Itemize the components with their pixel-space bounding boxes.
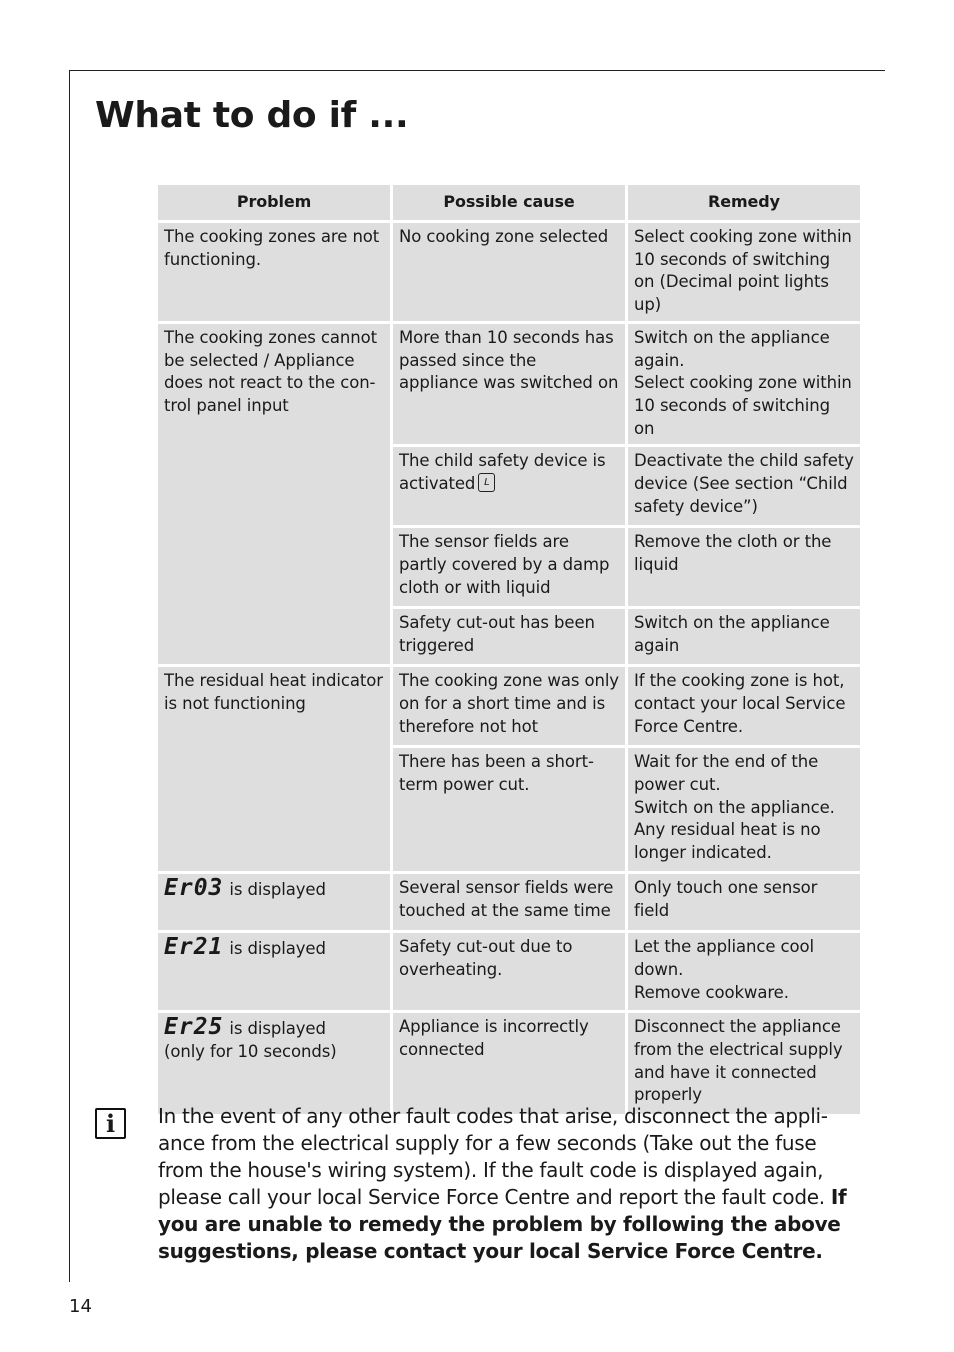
table-header-row [158, 185, 860, 220]
table-row [158, 874, 860, 930]
problem-cell: The cooking zones are not functioning. [158, 223, 390, 321]
info-note [158, 1103, 858, 1265]
page-frame-top-rule [69, 70, 885, 71]
page-number: 14 [69, 1296, 92, 1317]
remedy-cell: Remove the cloth or the liquid [628, 528, 860, 606]
page-frame-left-rule [69, 70, 70, 1282]
info-note-bold-text: If you are unable to remedy the problem by following the above suggestions, please contact your local Service Force Centre. [158, 1185, 847, 1263]
remedy-cell: Disconnect the appliance from the electrical supply and have it connected properly [628, 1013, 860, 1114]
remedy-cell [628, 933, 860, 1010]
troubleshooting-table [155, 182, 863, 1117]
problem-note: (only for 10 seconds) [164, 1042, 337, 1062]
header-possible-cause: Possible cause [393, 185, 625, 220]
cause-cell: There has been a short-term power cut. [393, 748, 625, 871]
problem-text: is displayed [229, 939, 326, 959]
table-row [158, 1013, 860, 1114]
remedy-cell [628, 748, 860, 871]
problem-cell [158, 933, 390, 1010]
cause-text: The child safety device is activated [399, 451, 606, 494]
cause-cell: More than 10 seconds has passed since the appliance was switched on [393, 324, 625, 445]
cause-cell: No cooking zone selected [393, 223, 625, 321]
fault-code-er21: Er21 [164, 934, 224, 961]
remedy-cell: Deactivate the child safety device (See section “Child safety device”) [628, 447, 860, 525]
remedy-cell: Only touch one sensor field [628, 874, 860, 930]
child-lock-icon: L [478, 473, 495, 492]
remedy-cell: Switch on the appliance again [628, 609, 860, 664]
cause-cell [393, 447, 625, 525]
remedy-cell [628, 324, 860, 445]
cause-cell: The cooking zone was only on for a short time and is therefore not hot [393, 667, 625, 745]
cause-cell: Safety cut-out due to overheating. [393, 933, 625, 1010]
fault-code-er03: Er03 [164, 875, 224, 902]
problem-cell: The residual heat indicator is not functioning [158, 667, 390, 871]
cause-cell: The sensor fields are partly covered by a damp cloth or with liquid [393, 528, 625, 606]
table-row [158, 933, 860, 1010]
table-row [158, 223, 860, 321]
header-problem: Problem [158, 185, 390, 220]
table-row [158, 667, 860, 745]
remedy-cell: Select cooking zone within 10 seconds of switching on (Decimal point lights up) [628, 223, 860, 321]
problem-cell [158, 874, 390, 930]
header-remedy: Remedy [628, 185, 860, 220]
problem-text: is displayed [229, 880, 326, 900]
cause-cell: Appliance is incorrectly connected [393, 1013, 625, 1114]
problem-cell [158, 1013, 390, 1114]
remedy-text: Wait for the end of the power cut. Switch on the appliance. Any residual heat is no longer indicated. [634, 752, 835, 863]
page-title: What to do if ... [95, 95, 409, 136]
fault-code-er25: Er25 [164, 1014, 224, 1041]
problem-cell: The cooking zones cannot be selected / Appliance does not react to the con-trol panel input [158, 324, 390, 665]
info-note-text: In the event of any other fault codes that arise, disconnect the appli-ance from the electrical supply for a few seconds (Take out the fuse from the house's wiring system). If the fault code is displayed again, please call your local Service Force Centre and report the fault code. [158, 1104, 828, 1209]
remedy-text: Let the appliance cool down. Remove cookware. [634, 937, 815, 1002]
table-row [158, 324, 860, 445]
cause-cell: Safety cut-out has been triggered [393, 609, 625, 664]
info-icon: i [95, 1108, 126, 1139]
remedy-text: Switch on the appliance again. Select cooking zone within 10 seconds of switching on [634, 327, 852, 438]
problem-text: is displayed [229, 1019, 326, 1039]
remedy-cell: If the cooking zone is hot, contact your local Service Force Centre. [628, 667, 860, 745]
cause-cell: Several sensor fields were touched at the same time [393, 874, 625, 930]
